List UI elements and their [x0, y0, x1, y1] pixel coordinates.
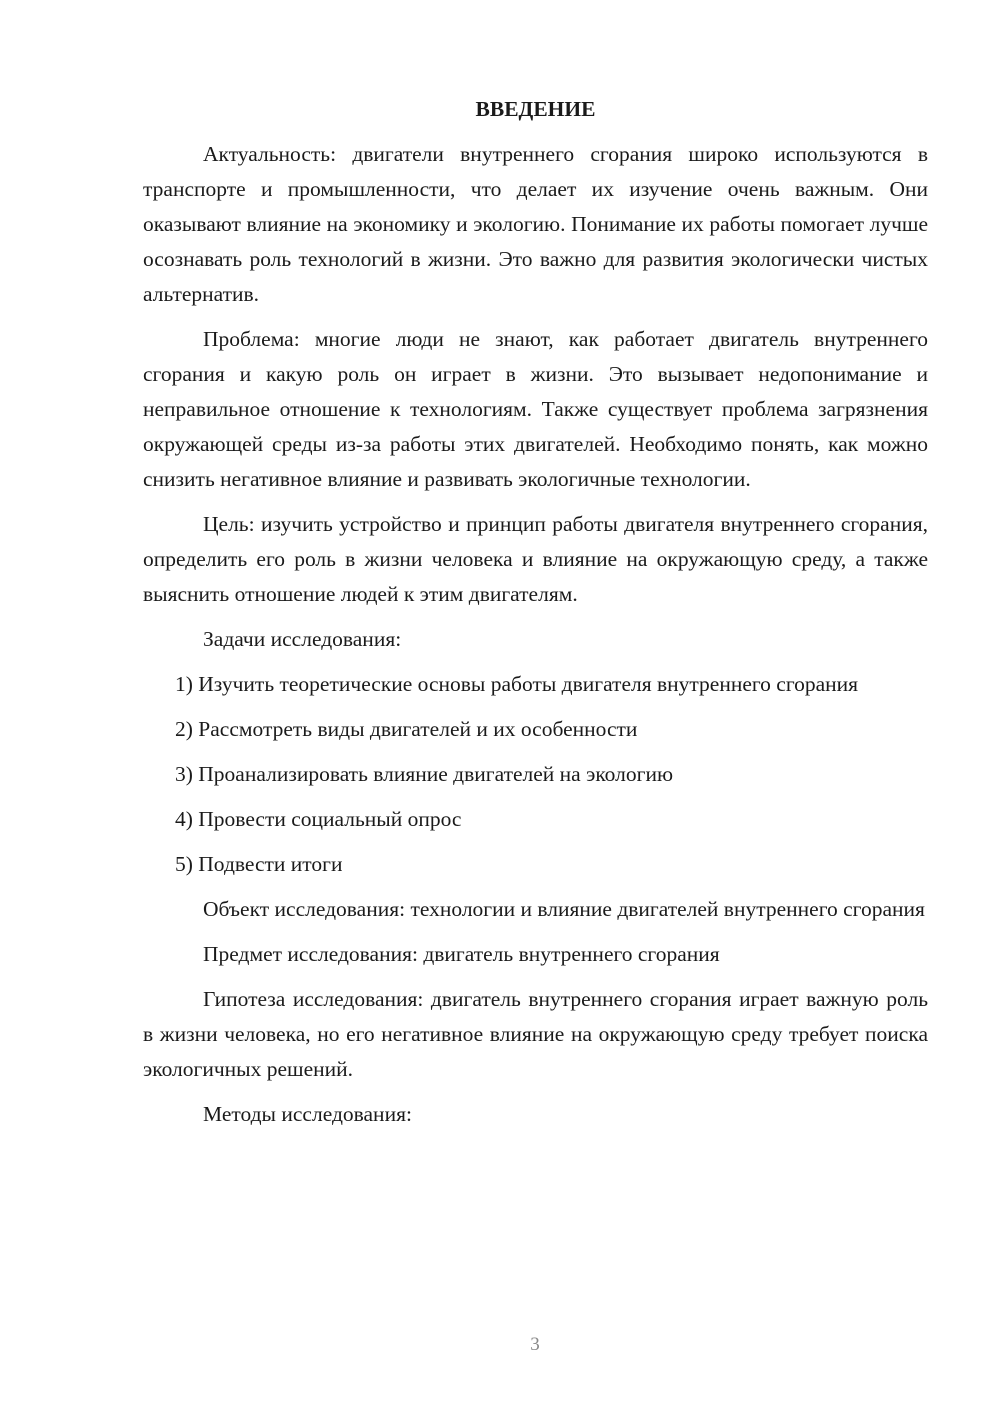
relevance-paragraph: Актуальность: двигатели внутреннего сгорания широко используются в транспорте и промышленности, что делает их изучение очень важным. Они оказывают влияние на экономику и экологию. Понимание их работы помогает лучше осознавать роль технологий в жизни. Это важно для развития экологически чистых альтернатив.: [143, 142, 928, 306]
tasks-list: [143, 667, 928, 882]
page-content: [143, 92, 928, 1142]
object-paragraph: Объект исследования: технологии и влияние двигателей внутреннего сгорания: [203, 897, 925, 921]
list-item: 4) Провести социальный опрос: [175, 807, 462, 831]
page-number: 3: [530, 1334, 540, 1355]
list-item: 3) Проанализировать влияние двигателей на экологию: [175, 762, 674, 786]
hypothesis-paragraph: Гипотеза исследования: двигатель внутреннего сгорания играет важную роль в жизни человека, но его негативное влияние на окружающую среду требует поиска экологичных решений.: [143, 987, 928, 1081]
list-item: 2) Рассмотреть виды двигателей и их особенности: [175, 717, 638, 741]
page-title: ВВЕДЕНИЕ: [475, 97, 596, 121]
problem-paragraph: Проблема: многие люди не знают, как работает двигатель внутреннего сгорания и какую роль он играет в жизни. Это вызывает недопонимание и неправильное отношение к технологиям. Также существует проблема загрязнения окружающей среды из-за работы этих двигателей. Необходимо понять, как можно снизить негативное влияние и развивать экологичные технологии.: [143, 327, 928, 491]
methods-heading: Методы исследования:: [203, 1102, 412, 1126]
tasks-heading: Задачи исследования:: [203, 627, 402, 651]
subject-paragraph: Предмет исследования: двигатель внутреннего сгорания: [203, 942, 720, 966]
list-item: 5) Подвести итоги: [175, 852, 343, 876]
goal-paragraph: Цель: изучить устройство и принцип работы двигателя внутреннего сгорания, определить его роль в жизни человека и влияние на окружающую среду, а также выяснить отношение людей к этим двигателям.: [143, 512, 928, 606]
list-item: 1) Изучить теоретические основы работы двигателя внутреннего сгорания: [175, 672, 859, 696]
